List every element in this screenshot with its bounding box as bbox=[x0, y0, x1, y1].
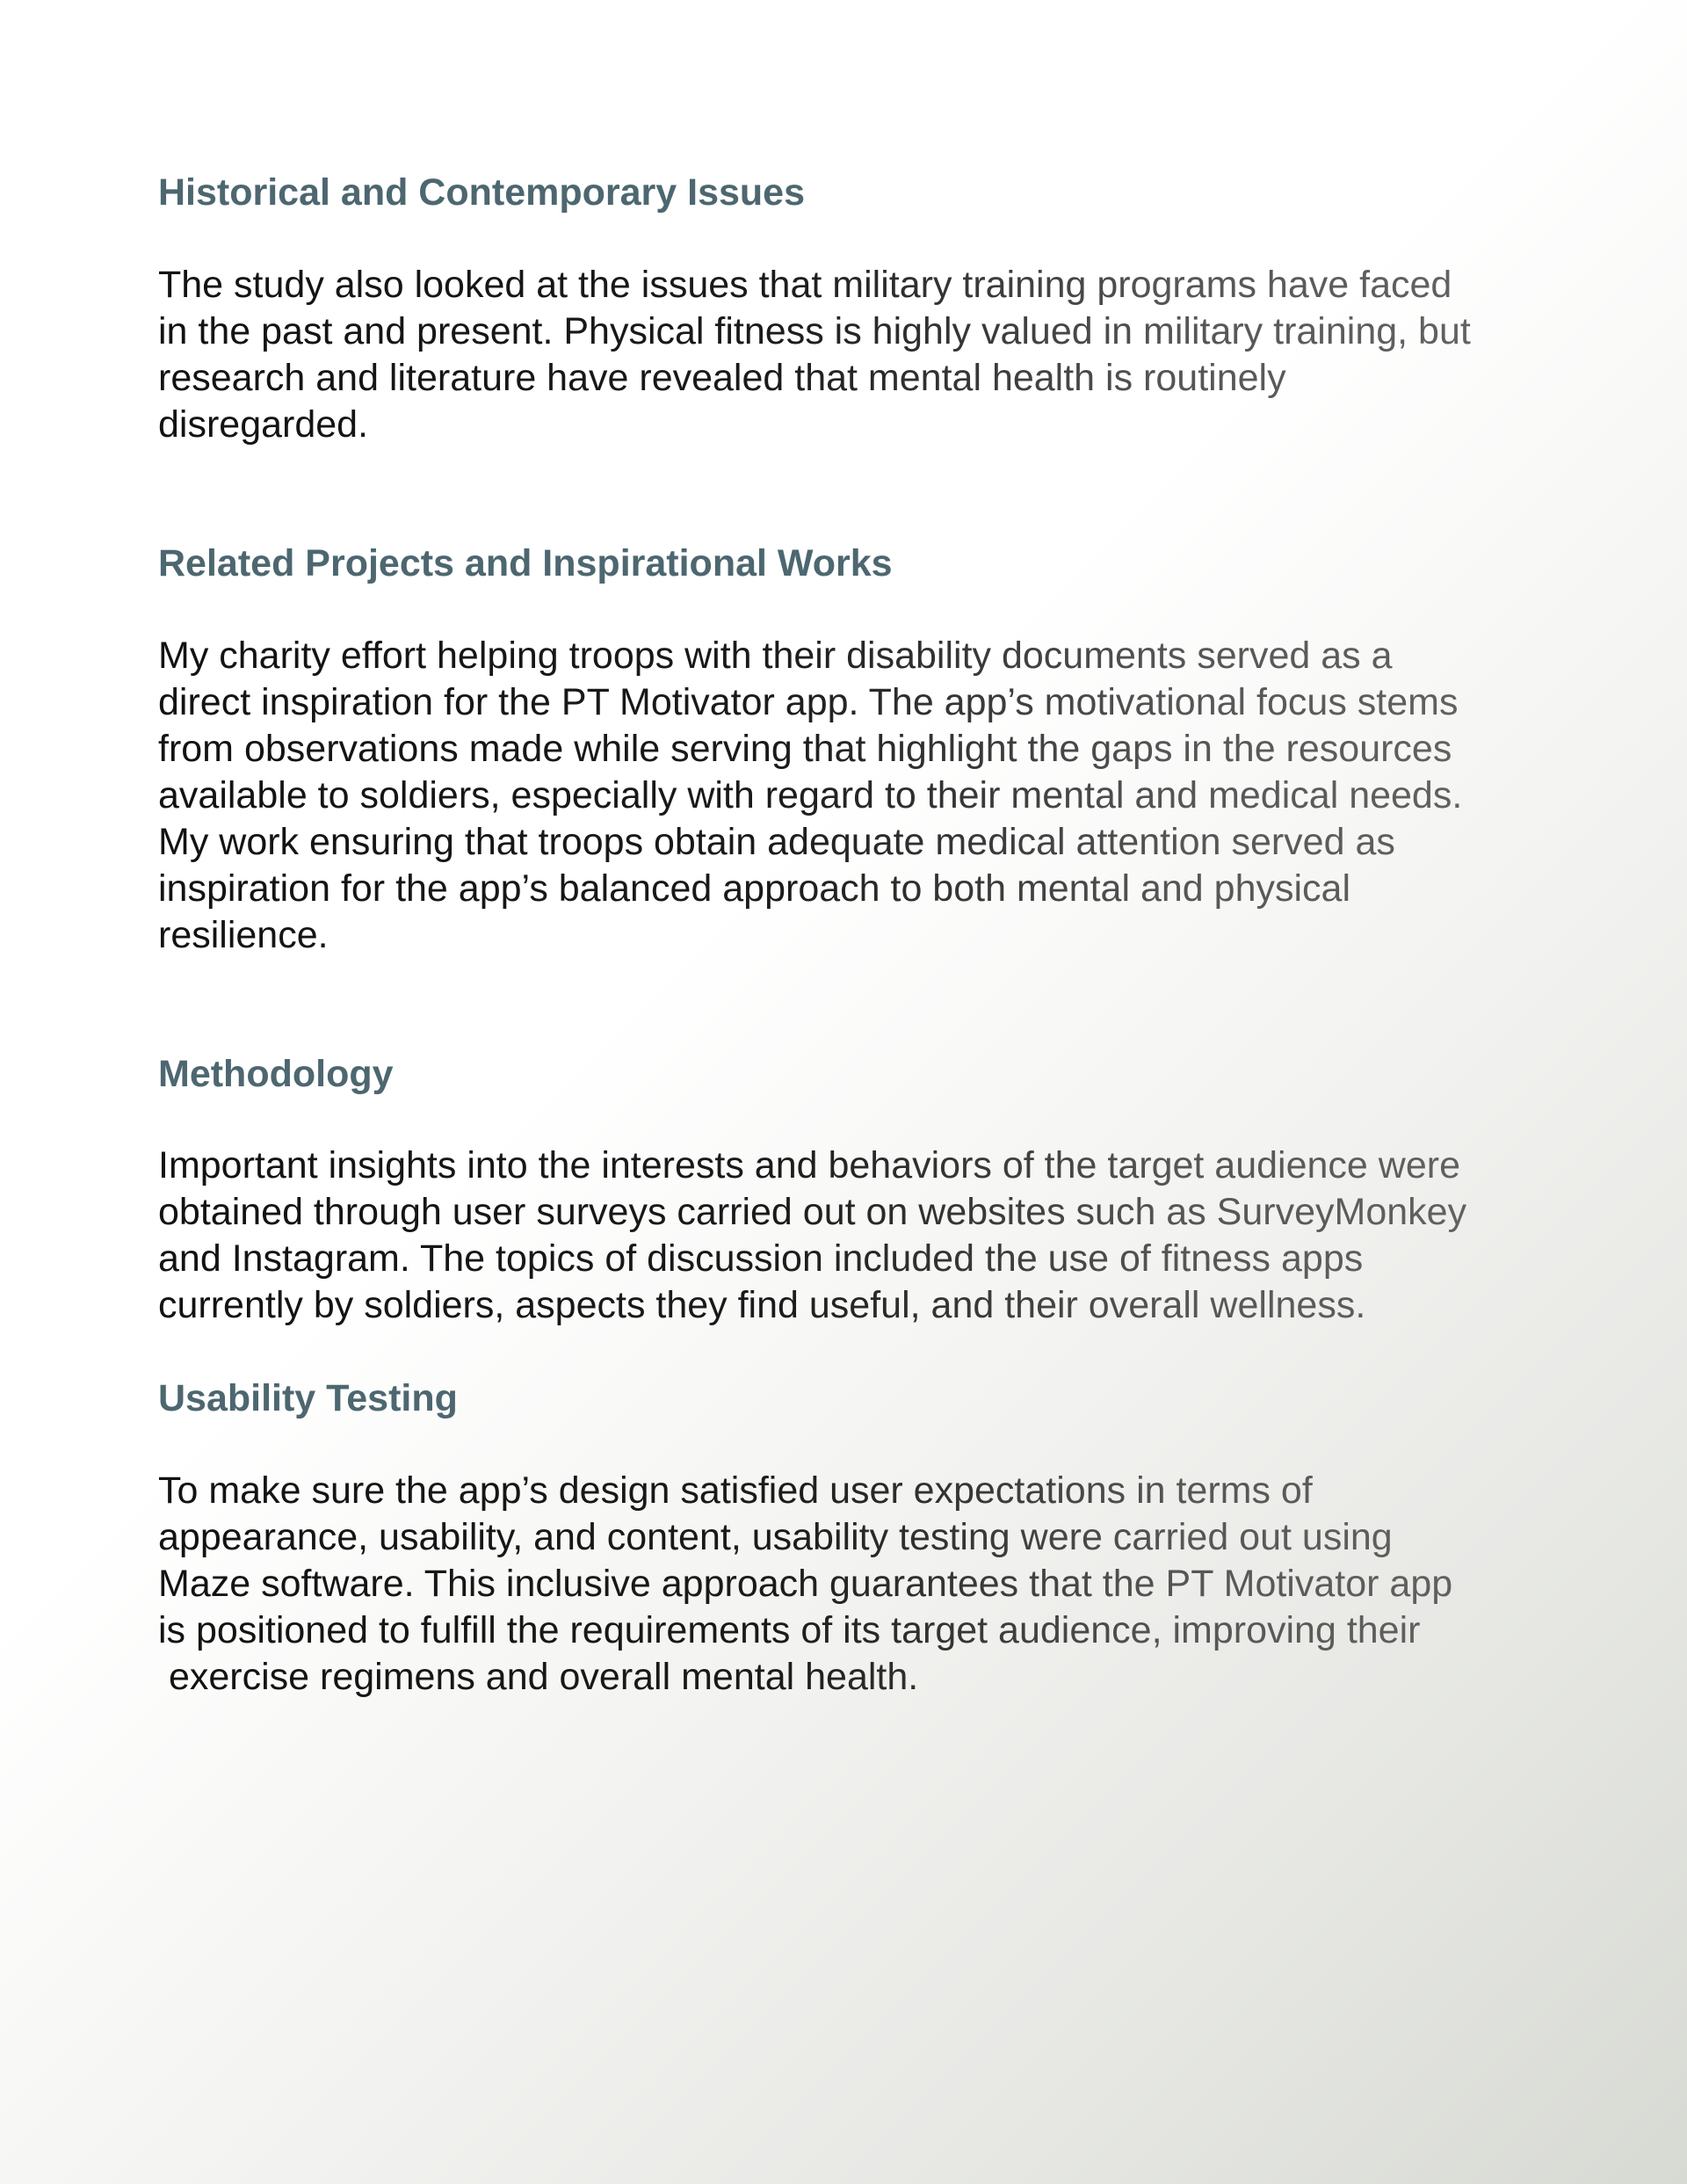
section-paragraph-historical bbox=[158, 262, 1471, 448]
paragraph-line: My work ensuring that troops obtain adequate medical attention served as bbox=[158, 819, 1462, 866]
paragraph-line: The study also looked at the issues that military training programs have faced bbox=[158, 262, 1471, 308]
paragraph-line: Maze software. This inclusive approach guarantees that the PT Motivator app bbox=[158, 1561, 1452, 1607]
paragraph-line: disregarded. bbox=[158, 402, 1471, 448]
section-heading-methodology: Methodology bbox=[158, 1053, 394, 1095]
paragraph-line: currently by soldiers, aspects they find useful, and their overall wellness. bbox=[158, 1282, 1466, 1329]
paragraph-line: Important insights into the interests and behaviors of the target audience were bbox=[158, 1143, 1466, 1189]
paragraph-line: from observations made while serving that highlight the gaps in the resources bbox=[158, 726, 1462, 773]
paragraph-line: exercise regimens and overall mental health. bbox=[158, 1654, 1452, 1701]
paragraph-line: available to soldiers, especially with regard to their mental and medical needs. bbox=[158, 773, 1462, 819]
paragraph-line: obtained through user surveys carried out on websites such as SurveyMonkey bbox=[158, 1189, 1466, 1236]
section-paragraph-related-projects bbox=[158, 633, 1462, 959]
section-heading-historical: Historical and Contemporary Issues bbox=[158, 171, 805, 214]
section-heading-related-projects: Related Projects and Inspirational Works bbox=[158, 542, 893, 584]
paragraph-line: research and literature have revealed that mental health is routinely bbox=[158, 355, 1471, 402]
paragraph-line: appearance, usability, and content, usability testing were carried out using bbox=[158, 1514, 1452, 1561]
paragraph-line: is positioned to fulfill the requirements of its target audience, improving their bbox=[158, 1607, 1452, 1654]
section-heading-usability-testing: Usability Testing bbox=[158, 1377, 458, 1419]
paragraph-line: To make sure the app’s design satisfied user expectations in terms of bbox=[158, 1468, 1452, 1514]
paragraph-line: My charity effort helping troops with their disability documents served as a bbox=[158, 633, 1462, 679]
section-paragraph-methodology bbox=[158, 1143, 1466, 1329]
section-paragraph-usability-testing bbox=[158, 1468, 1452, 1701]
paragraph-line: and Instagram. The topics of discussion included the use of fitness apps bbox=[158, 1236, 1466, 1282]
paragraph-line: direct inspiration for the PT Motivator app. The app’s motivational focus stems bbox=[158, 679, 1462, 726]
paragraph-line: resilience. bbox=[158, 912, 1462, 959]
paragraph-line: in the past and present. Physical fitness is highly valued in military training, but bbox=[158, 308, 1471, 355]
paragraph-line: inspiration for the app’s balanced approach to both mental and physical bbox=[158, 866, 1462, 912]
